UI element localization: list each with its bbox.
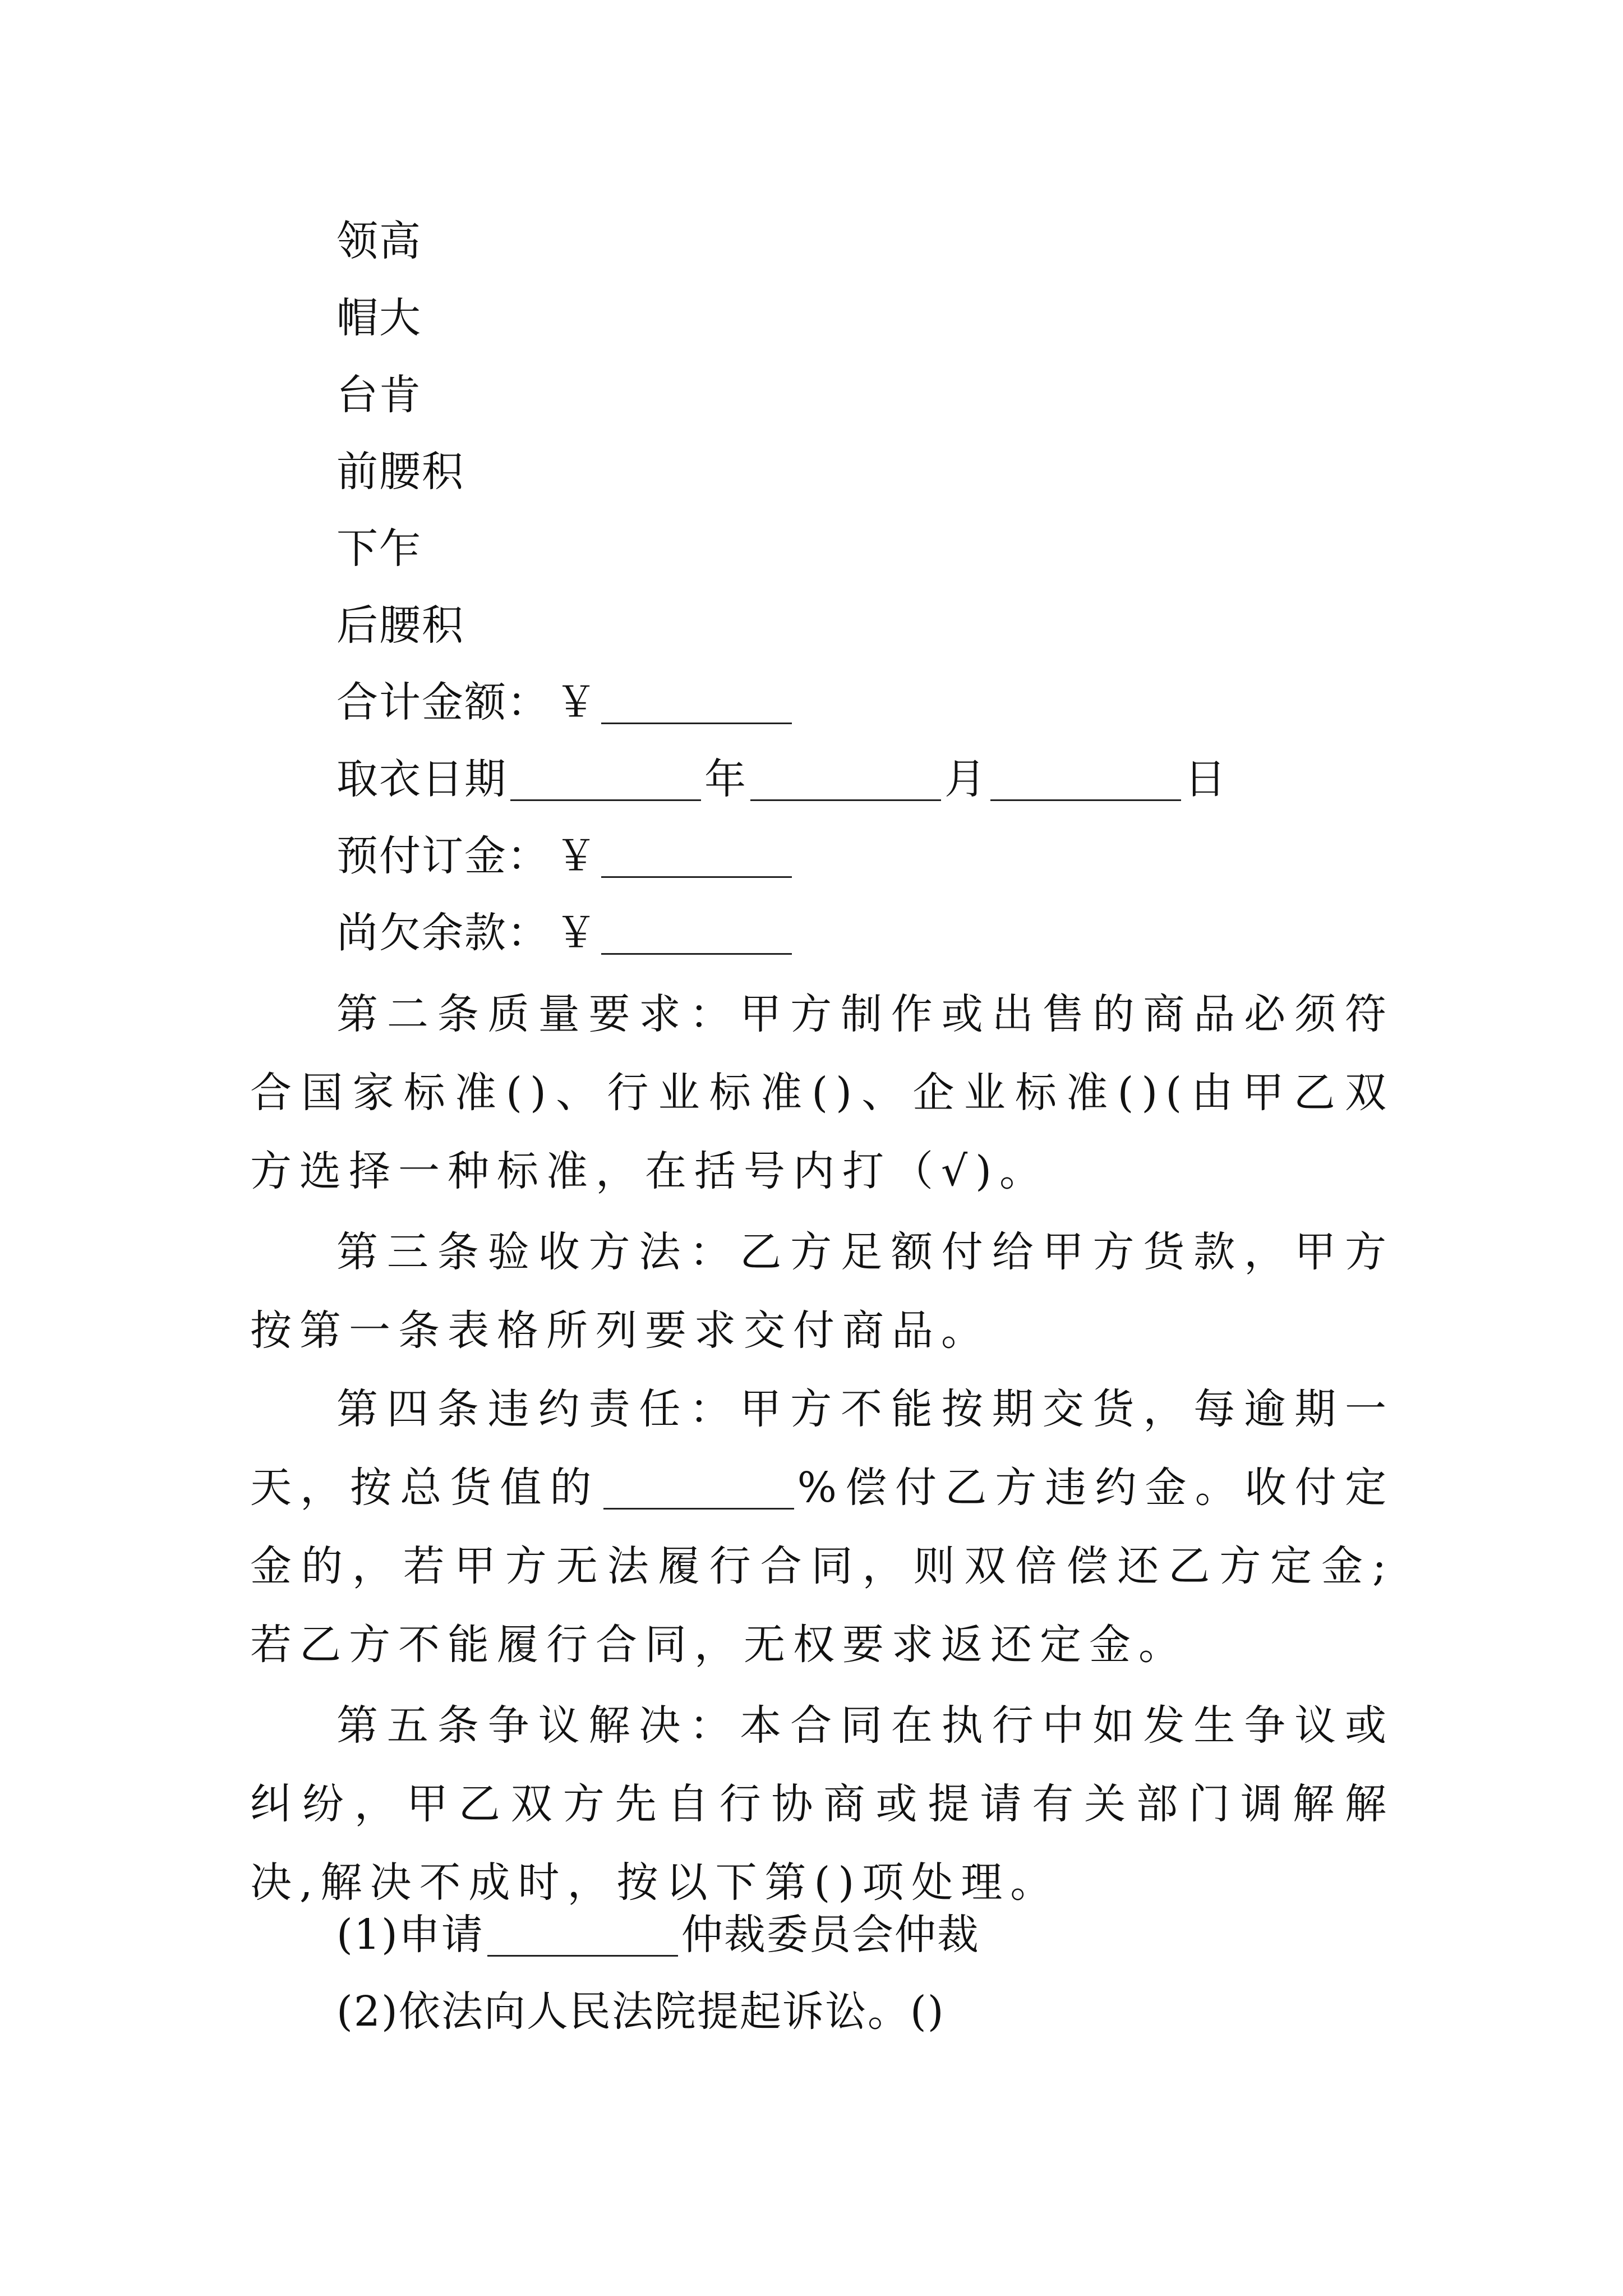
yen-symbol: ￥ xyxy=(555,832,598,880)
pickup-year-blank xyxy=(510,758,701,801)
deposit-line xyxy=(336,828,795,884)
item-hat-size: 帽大 xyxy=(336,294,422,342)
total-amount-label: 合计金额： xyxy=(336,678,550,726)
article-4-text-before: 第四条违约责任：甲方不能按期交货，每逾期一天，按总货值的 xyxy=(250,1385,1394,1512)
balance-line xyxy=(336,905,795,961)
pickup-date-label: 取衣日期 xyxy=(336,755,507,803)
option-1-after: 仲裁委员会仲裁 xyxy=(681,1911,980,1959)
yen-symbol: ￥ xyxy=(555,678,598,726)
yen-symbol: ￥ xyxy=(555,909,598,957)
arbitration-commission-blank xyxy=(487,1913,678,1957)
balance-label: 尚欠余款： xyxy=(336,909,550,957)
item-collar-height: 领高 xyxy=(336,217,422,265)
article-4-text-after: %偿付乙方违约金。收付定金的，若甲方无法履行合同，则双倍偿还乙方定金;若乙方不能履行合同，无权要求返还定金。 xyxy=(250,1464,1394,1669)
deposit-label: 预付订金： xyxy=(336,832,550,880)
deposit-blank xyxy=(601,835,792,878)
article-4-liability xyxy=(250,1370,1394,1684)
pickup-day-label: 日 xyxy=(1184,755,1227,803)
balance-blank xyxy=(601,912,792,955)
article-3-acceptance: 第三条验收方法：乙方足额付给甲方货款，甲方按第一条表格所列要求交付商品。 xyxy=(250,1228,1394,1355)
option-2-line: (2)依法向人民法院提起诉讼。() xyxy=(336,1987,945,2036)
article-2-quality: 第二条质量要求：甲方制作或出售的商品必须符合国家标准()、行业标准()、企业标准()(由甲乙双方选择一种标准，在括号内打（√)。 xyxy=(250,990,1394,1195)
article-5-dispute: 第五条争议解决：本合同在执行中如发生争议或纠纷，甲乙双方先自行协商或提请有关部门调解解决,解决不成时，按以下第()项处理。 xyxy=(250,1701,1394,1907)
pickup-year-label: 年 xyxy=(704,755,747,803)
item-front-waist: 前腰积 xyxy=(336,448,464,496)
item-tai-ken: 台肯 xyxy=(336,371,422,419)
total-amount-blank xyxy=(601,681,792,724)
option-1-before: (1)申请 xyxy=(336,1911,484,1959)
item-xia-zha: 下乍 xyxy=(336,524,422,573)
pickup-date-line xyxy=(336,751,1227,807)
item-back-waist: 后腰积 xyxy=(336,601,464,650)
total-amount-line xyxy=(336,674,795,730)
pickup-day-blank xyxy=(990,758,1181,801)
pickup-month-blank xyxy=(750,758,941,801)
option-1-line xyxy=(336,1907,980,1963)
pickup-month-label: 月 xyxy=(944,755,987,803)
penalty-percent-blank xyxy=(603,1466,794,1510)
